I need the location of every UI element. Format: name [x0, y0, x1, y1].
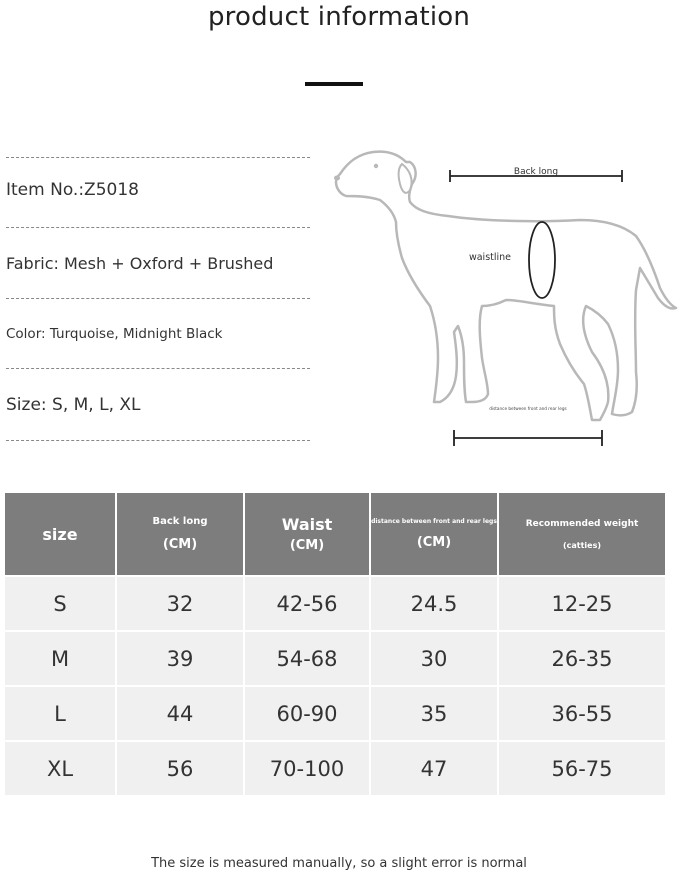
table-row: [4, 686, 666, 741]
legs-distance-label: distance between front and rear legs: [489, 406, 567, 411]
cell-waist: 60-90: [244, 686, 370, 741]
item-number: Item No.:Z5018: [6, 180, 139, 200]
page-title: product information: [207, 2, 471, 32]
table-row: [4, 741, 666, 796]
header-size: [4, 492, 116, 576]
cell-back-long: 39: [116, 631, 244, 686]
cell-legs-distance: 35: [370, 686, 498, 741]
header-weight-label: Recommended weight: [525, 518, 639, 529]
cell-weight: 36-55: [498, 686, 666, 741]
table-row: [4, 631, 666, 686]
cell-weight: 56-75: [498, 741, 666, 796]
cell-waist: 54-68: [244, 631, 370, 686]
dog-nose: [334, 176, 340, 181]
header-legs-distance: [370, 492, 498, 576]
dog-silhouette: [336, 152, 676, 420]
header-size-label: size: [42, 524, 78, 544]
cell-weight: 12-25: [498, 576, 666, 631]
color-info: Color: Turquoise, Midnight Black: [6, 326, 223, 342]
cell-back-long: 44: [116, 686, 244, 741]
table-header-row: [4, 492, 666, 576]
dog-eye: [374, 164, 378, 168]
size-chart-table: [3, 491, 667, 797]
header-waist-label: Waist: [281, 515, 333, 534]
cell-back-long: 56: [116, 741, 244, 796]
cell-size: XL: [4, 741, 116, 796]
cell-size: M: [4, 631, 116, 686]
header-weight: [498, 492, 666, 576]
dog-measurement-diagram: [318, 140, 678, 450]
cell-back-long: 32: [116, 576, 244, 631]
title-underline: [305, 82, 363, 86]
divider: [6, 440, 310, 441]
cell-size: L: [4, 686, 116, 741]
size-info: Size: S, M, L, XL: [6, 395, 141, 415]
divider: [6, 157, 310, 158]
cell-weight: 26-35: [498, 631, 666, 686]
header-back-long-label: Back long: [152, 516, 208, 527]
divider: [6, 298, 310, 299]
cell-legs-distance: 24.5: [370, 576, 498, 631]
header-waist: [244, 492, 370, 576]
header-back-long: [116, 492, 244, 576]
divider: [6, 368, 310, 369]
cell-legs-distance: 30: [370, 631, 498, 686]
fabric-info: Fabric: Mesh + Oxford + Brushed: [6, 254, 274, 273]
measurement-note: The size is measured manually, so a slight error is normal: [151, 856, 527, 871]
header-legs-distance-label: distance between front and rear legs: [371, 518, 497, 525]
header-legs-distance-unit: (CM): [416, 535, 452, 550]
header-waist-unit: (CM): [289, 538, 325, 553]
header-weight-unit: (catties): [562, 540, 602, 550]
cell-waist: 70-100: [244, 741, 370, 796]
header-back-long-unit: (CM): [162, 537, 198, 552]
cell-size: S: [4, 576, 116, 631]
divider: [6, 227, 310, 228]
cell-legs-distance: 47: [370, 741, 498, 796]
cell-waist: 42-56: [244, 576, 370, 631]
waistline-label: waistline: [468, 252, 512, 263]
table-row: [4, 576, 666, 631]
back-long-label: Back long: [513, 167, 559, 177]
